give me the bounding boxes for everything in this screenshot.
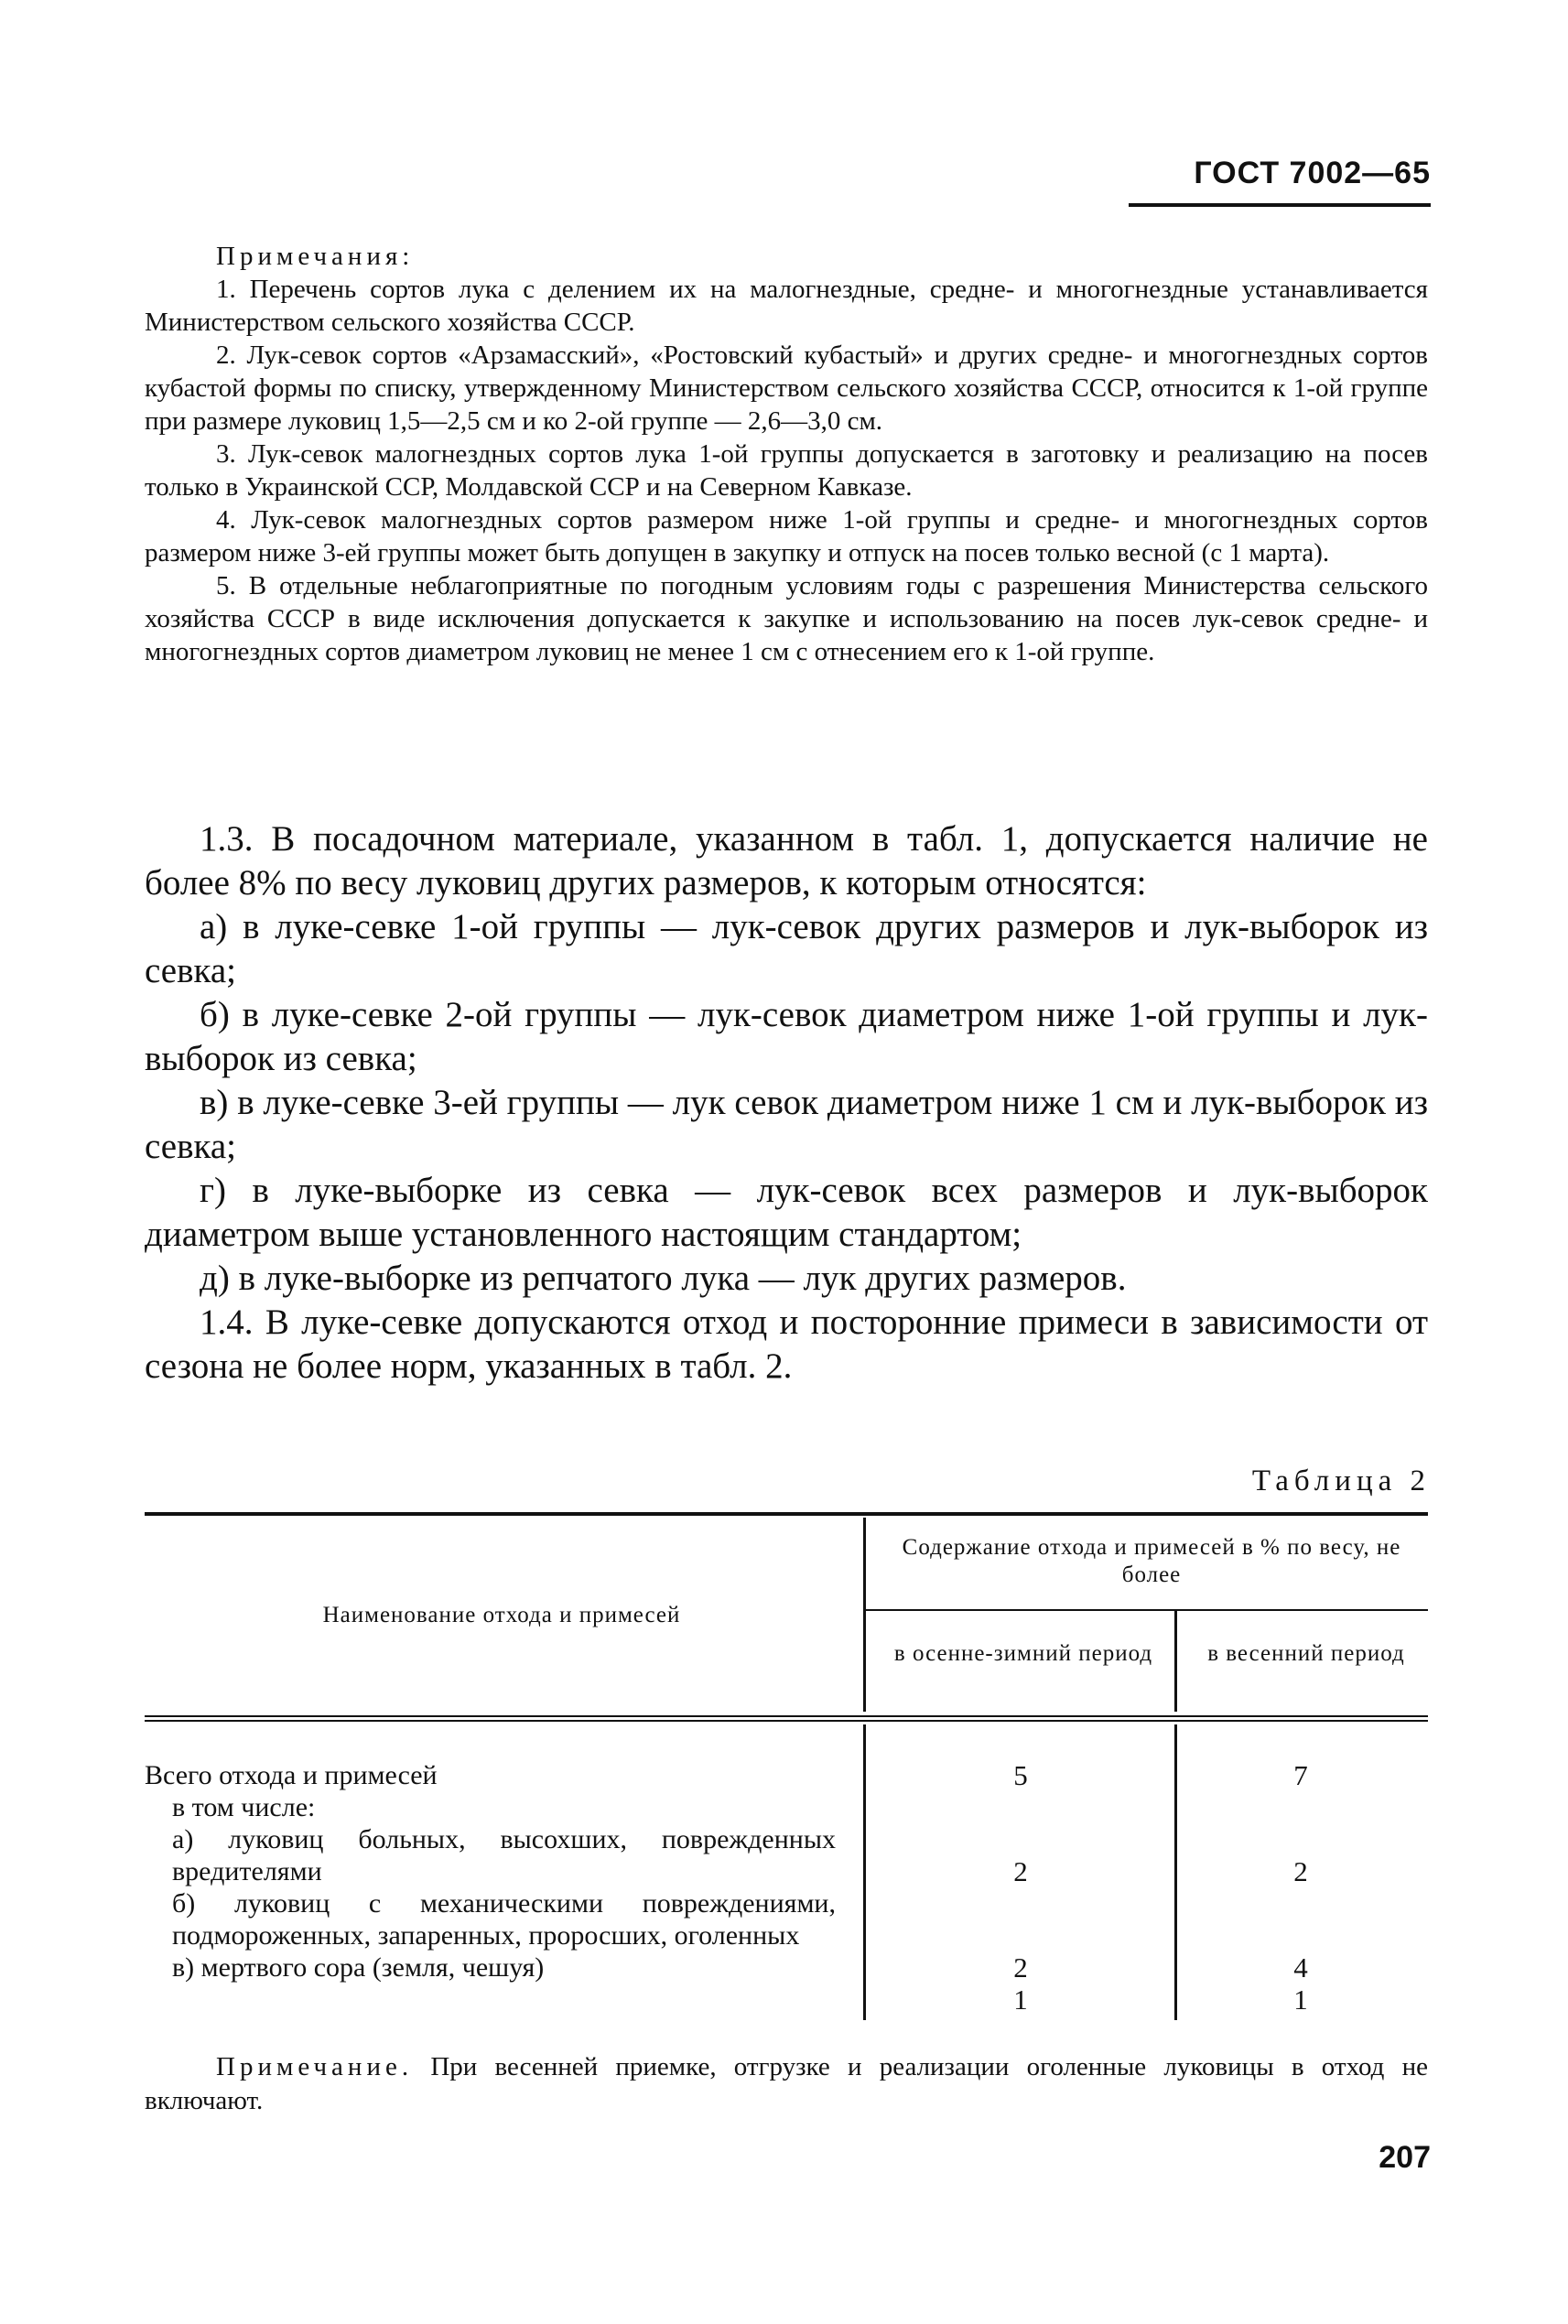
table-header-group: Содержание отхода и примесей в % по весу, не более	[902, 1535, 1401, 1587]
notes-title: Примечания:	[216, 242, 415, 271]
note-item: 1. Перечень сортов лука с делением их на малогнездные, средне- и многогнездные устанавливается Министерством сельского хозяйства СССР.	[145, 275, 1428, 337]
table-cell-spring: 7	[1293, 1759, 1308, 1791]
table-row-name: б) луковиц с механическими повреждениями, подмороженных, запаренных, проросших, оголенных	[172, 1888, 836, 1951]
waste-table	[145, 1512, 1428, 2020]
note-item: 4. Лук-севок малогнездных сортов размером ниже 1-ой группы и средне- и многогнездных сортов размером ниже 3-ей группы может быть допущен в закупку и отпуск на посев только весной (с 1 марта).	[145, 505, 1428, 567]
table-footnote	[145, 2050, 1428, 2118]
table-header-spring: в весенний период	[1207, 1641, 1405, 1666]
section-1-3-item: б) в луке-севке 2-ой группы — лук-севок диаметром ниже 1-ой группы и лук-выборок из севка;	[145, 995, 1428, 1078]
table-divider	[863, 1518, 866, 1712]
table-cell-autumn: 2	[1013, 1855, 1028, 1887]
table-subheader-rule	[866, 1609, 1428, 1611]
table-divider	[863, 1724, 866, 2020]
section-1-3-item: г) в луке-выборке из севка — лук-севок всех размеров и лук-выборок диаметром выше установленного настоящим стандартом;	[145, 1171, 1428, 1254]
table-cell-autumn: 2	[1013, 1951, 1028, 1984]
table-row-name: Всего отхода и примесей	[145, 1760, 438, 1790]
header-rule	[1129, 203, 1431, 207]
note-item: 3. Лук-севок малогнездных сортов лука 1-ой группы допускается в заготовку и реализацию на посев только в Украинской ССР, Молдавской ССР и на Северном Кавказе.	[145, 439, 1428, 502]
section-1-3-item: в) в луке-севке 3-ей группы — лук севок диаметром ниже 1 см и лук-выборок из севка;	[145, 1083, 1428, 1166]
section-1-4: 1.4. В луке-севке допускаются отход и посторонние примеси в зависимости от сезона не более норм, указанных в табл. 2.	[145, 1303, 1428, 1386]
page-number: 207	[1379, 2140, 1431, 2175]
standard-header: ГОСТ 7002—65	[1194, 156, 1431, 190]
table-header-rule	[145, 1720, 1428, 1722]
table-header-rule	[145, 1715, 1428, 1717]
section-1-3-item: д) в луке-выборке из репчатого лука — лук других размеров.	[200, 1259, 1127, 1298]
notes-block	[145, 240, 1428, 668]
table-divider	[1174, 1724, 1177, 2020]
table-divider	[1174, 1611, 1177, 1712]
table-header-autumn: в осенне-зимний период	[893, 1641, 1153, 1666]
table-top-rule	[145, 1512, 1428, 1516]
table-caption: Таблица 2	[1251, 1465, 1431, 1497]
table-row-name: в том числе:	[172, 1792, 316, 1822]
table-row-names	[145, 1759, 836, 1984]
table-cell-autumn: 5	[1013, 1759, 1028, 1791]
table-row-name: в) мертвого сора (земля, чешуя)	[172, 1952, 545, 1983]
table-row-name: а) луковиц больных, высохших, поврежденных вредителями	[172, 1824, 836, 1886]
footnote-text: При весенней приемке, отгрузке и реализации оголенные луковицы в отход не включают.	[145, 2052, 1428, 2115]
note-item: 2. Лук-севок сортов «Арзамасский», «Ростовский кубастый» и других средне- и многогнездных сортов кубастой формы по списку, утвержденному Министерством сельского хозяйства СССР, относится к 1-ой группе при размере луковиц 1,5—2,5 см и ко 2-ой группе — 2,6—3,0 см.	[145, 340, 1428, 436]
table-cell-autumn: 1	[1013, 1984, 1028, 2016]
table-cell-spring: 2	[1293, 1855, 1308, 1887]
table-header-name: Наименование отхода и примесей	[322, 1603, 681, 1627]
footnote-label: Примечание.	[216, 2052, 414, 2081]
section-1-3-intro: 1.3. В посадочном материале, указанном в табл. 1, допускается наличие не более 8% по весу луковиц других размеров, к которым относятся:	[145, 819, 1428, 903]
section-1-3-item: а) в луке-севке 1-ой группы — лук-севок других размеров и лук-выборок из севка;	[145, 907, 1428, 990]
note-item: 5. В отдельные неблагоприятные по погодным условиям годы с разрешения Министерства сельского хозяйства СССР в виде исключения допускается к закупке и использованию на посев лук-севок средне- и многогнездных сортов диаметром луковиц не менее 1 см с отнесением его к 1-ой группе.	[145, 571, 1428, 666]
main-text	[145, 817, 1428, 1389]
table-cell-spring: 1	[1293, 1984, 1308, 2016]
table-cell-spring: 4	[1293, 1951, 1308, 1984]
